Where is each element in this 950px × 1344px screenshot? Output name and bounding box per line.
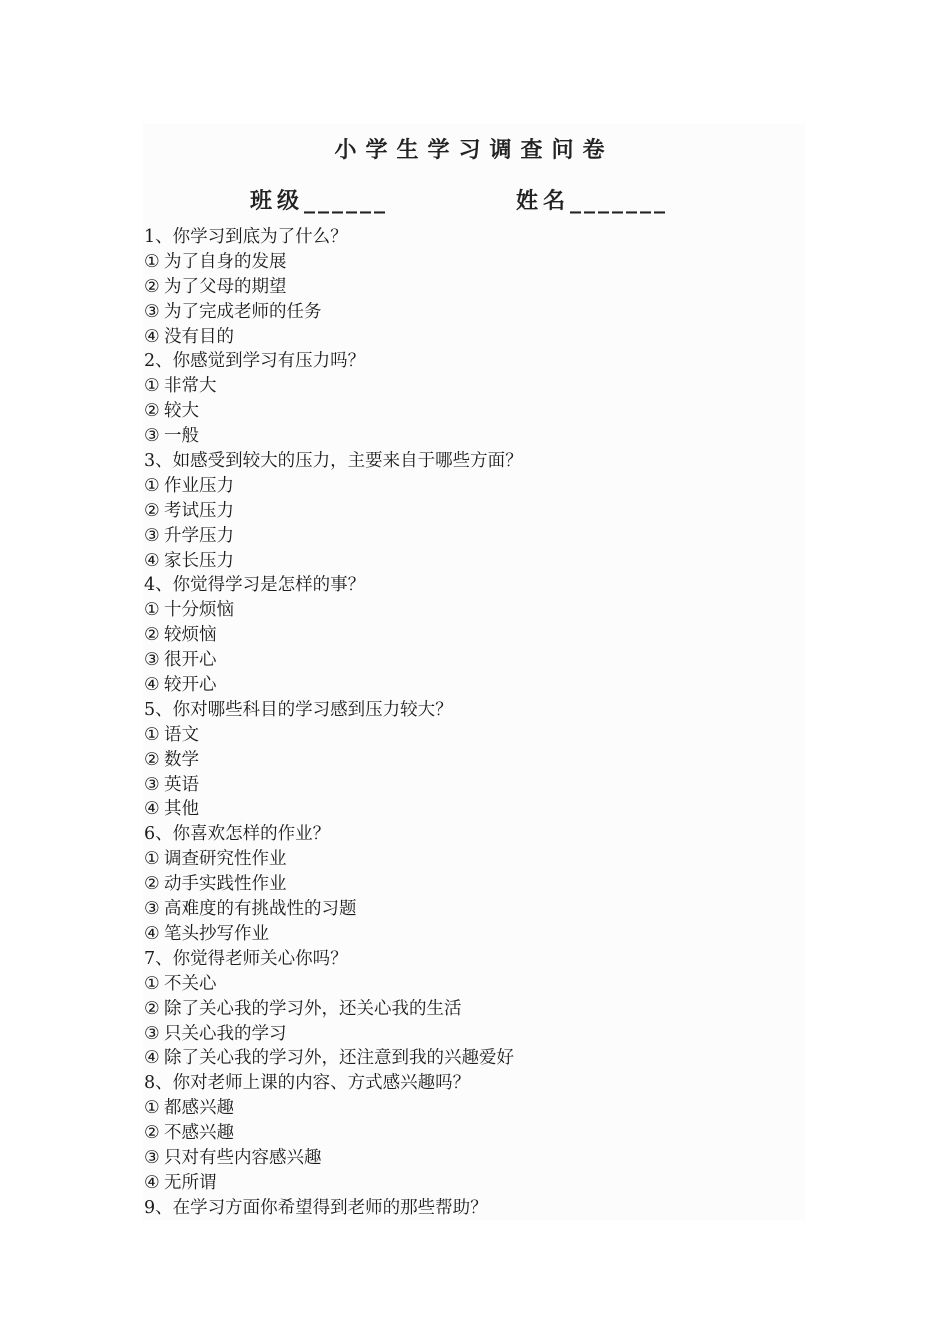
option-label: 很开心 (164, 650, 217, 671)
option-marker: ① (144, 849, 160, 870)
option-label: 除了关心我的学习外，还注意到我的兴趣爱好 (164, 1048, 514, 1069)
class-blank: ______ (304, 189, 389, 214)
answer-option[interactable] (144, 723, 794, 748)
option-label: 升学压力 (164, 525, 234, 546)
option-marker: ④ (144, 326, 160, 347)
option-label: 语文 (164, 724, 199, 745)
option-label: 为了完成老师的任务 (164, 301, 322, 322)
option-marker: ② (144, 500, 160, 521)
option-label: 非常大 (164, 376, 217, 397)
answer-option[interactable] (144, 300, 794, 325)
option-label: 一般 (164, 426, 199, 447)
option-marker: ③ (144, 1023, 160, 1044)
option-marker: ② (144, 401, 160, 422)
answer-option[interactable] (144, 773, 794, 798)
answer-option[interactable] (144, 1146, 794, 1171)
name-blank: _______ (570, 189, 669, 214)
option-label: 较开心 (164, 675, 217, 696)
answer-option[interactable] (144, 648, 794, 673)
option-label: 数学 (164, 749, 199, 770)
answer-option[interactable] (144, 1022, 794, 1047)
answer-option[interactable] (144, 1121, 794, 1146)
option-label: 其他 (164, 799, 199, 820)
answer-option[interactable] (144, 424, 794, 449)
option-label: 高难度的有挑战性的习题 (164, 899, 357, 920)
option-label: 不感兴趣 (164, 1123, 234, 1144)
answer-option[interactable] (144, 797, 794, 822)
option-label: 为了父母的期望 (164, 276, 287, 297)
question-text: 1、你学习到底为了什么？ (144, 227, 348, 247)
question-text: 7、你觉得老师关心你吗？ (144, 948, 348, 969)
option-marker: ③ (144, 426, 160, 447)
option-marker: ① (144, 600, 160, 621)
answer-option[interactable] (144, 1171, 794, 1196)
answer-option[interactable] (144, 1046, 794, 1071)
answer-option[interactable] (144, 499, 794, 524)
option-label: 不关心 (164, 973, 217, 994)
question-text: 4、你觉得学习是怎样的事？ (144, 575, 366, 596)
answer-option[interactable] (144, 897, 794, 922)
option-marker: ④ (144, 1172, 160, 1193)
question-text: 5、你对哪些科目的学习感到压力较大？ (144, 699, 453, 720)
option-marker: ③ (144, 899, 160, 920)
answer-option[interactable] (144, 474, 794, 499)
option-label: 十分烦恼 (164, 600, 234, 621)
answer-option[interactable] (144, 598, 794, 623)
option-marker: ② (144, 998, 160, 1019)
option-marker: ④ (144, 1048, 160, 1069)
answer-option[interactable] (144, 872, 794, 897)
option-label: 动手实践性作业 (164, 874, 287, 895)
option-label: 笔头抄写作业 (164, 923, 269, 944)
option-marker: ① (144, 724, 160, 745)
option-marker: ② (144, 1123, 160, 1144)
option-label: 英语 (164, 774, 199, 795)
option-marker: ② (144, 625, 160, 646)
option-marker: ③ (144, 650, 160, 671)
option-label: 考试压力 (164, 500, 234, 521)
option-label: 只对有些内容感兴趣 (164, 1147, 322, 1168)
option-label: 没有目的 (164, 326, 234, 347)
answer-option[interactable] (144, 972, 794, 997)
option-marker: ④ (144, 799, 160, 820)
option-marker: ③ (144, 1147, 160, 1168)
answer-option[interactable] (144, 325, 794, 350)
answer-option[interactable] (144, 1096, 794, 1121)
option-marker: ③ (144, 301, 160, 322)
question-text: 6、你喜欢怎样的作业？ (144, 824, 331, 845)
answer-option[interactable] (144, 524, 794, 549)
answer-option[interactable] (144, 374, 794, 399)
class-label: 班级 (250, 189, 305, 214)
option-marker: ④ (144, 923, 160, 944)
answer-option[interactable] (144, 673, 794, 698)
option-label: 家长压力 (164, 550, 234, 571)
answer-option[interactable] (144, 623, 794, 648)
option-marker: ② (144, 874, 160, 895)
option-marker: ① (144, 973, 160, 994)
page-title: 小学生学习调查问卷 (334, 138, 614, 163)
answer-option[interactable] (144, 922, 794, 947)
name-field (516, 184, 668, 220)
option-label: 除了关心我的学习外，还关心我的生活 (164, 998, 462, 1019)
answer-option[interactable] (144, 549, 794, 574)
option-marker: ① (144, 376, 160, 397)
option-marker: ② (144, 276, 160, 297)
respondent-fields (0, 184, 950, 220)
question-text: 9、在学习方面你希望得到老师的那些帮助？ (144, 1197, 488, 1218)
question-text: 3、如感受到较大的压力，主要来自于哪些方面？ (144, 451, 523, 472)
option-marker: ① (144, 1098, 160, 1119)
option-marker: ④ (144, 550, 160, 571)
option-label: 调查研究性作业 (164, 849, 287, 870)
option-marker: ③ (144, 774, 160, 795)
option-marker: ② (144, 749, 160, 770)
question-text: 2、你感觉到学习有压力吗？ (144, 351, 366, 372)
question-list (144, 225, 794, 1221)
answer-option[interactable] (144, 847, 794, 872)
question-text: 8、你对老师上课的内容、方式感兴趣吗？ (144, 1073, 471, 1094)
option-label: 为了自身的发展 (164, 251, 287, 272)
option-label: 都感兴趣 (164, 1098, 234, 1119)
option-marker: ③ (144, 525, 160, 546)
option-label: 较烦恼 (164, 625, 217, 646)
option-marker: ④ (144, 675, 160, 696)
option-label: 较大 (164, 401, 199, 422)
answer-option[interactable] (144, 399, 794, 424)
option-label: 作业压力 (164, 475, 234, 496)
answer-option[interactable] (144, 748, 794, 773)
option-label: 只关心我的学习 (164, 1023, 287, 1044)
name-label: 姓名 (516, 189, 571, 214)
answer-option[interactable] (144, 275, 794, 300)
answer-option[interactable] (144, 250, 794, 275)
option-label: 无所谓 (164, 1172, 217, 1193)
class-field (250, 184, 388, 220)
option-marker: ① (144, 475, 160, 496)
option-marker: ① (144, 251, 160, 272)
answer-option[interactable] (144, 997, 794, 1022)
